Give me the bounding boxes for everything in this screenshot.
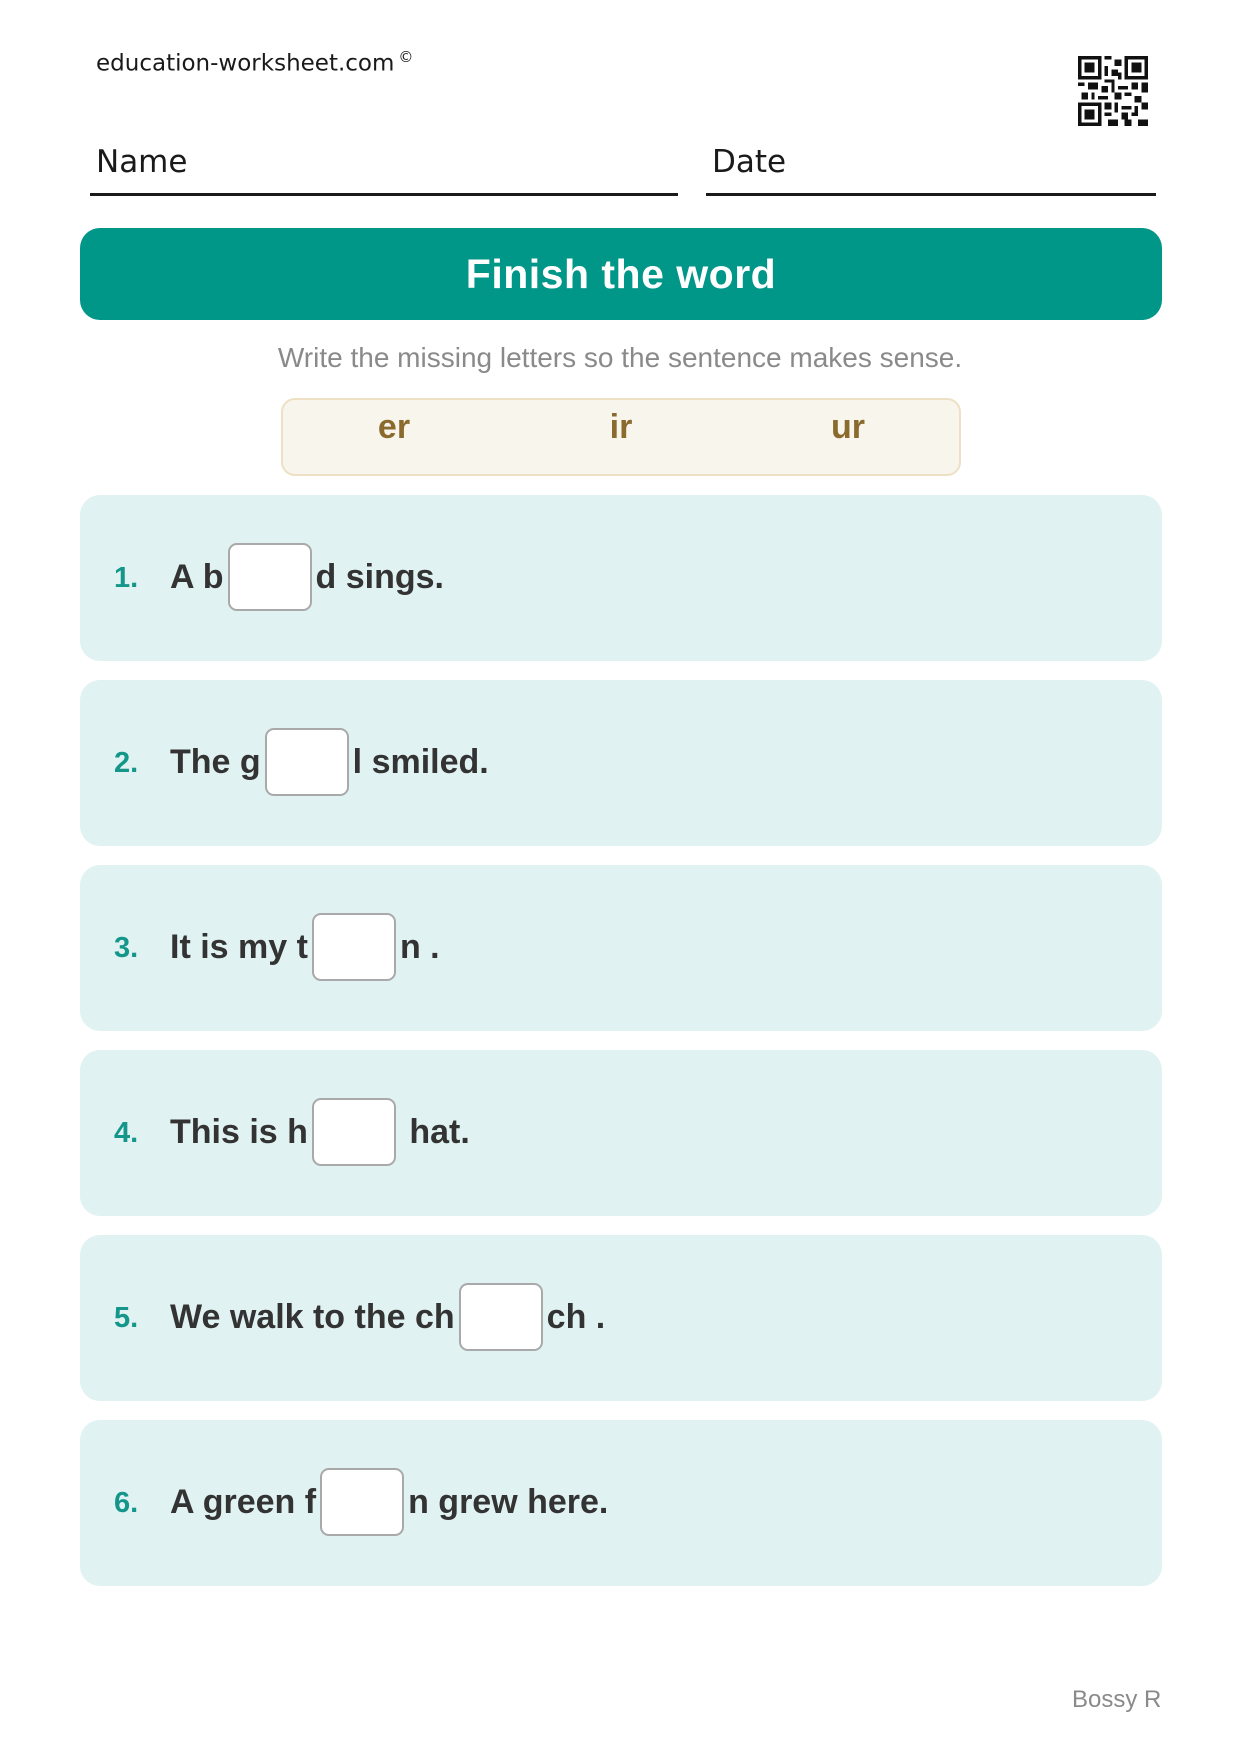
sentence-end: hat.	[399, 1112, 470, 1151]
word-bank-option: er	[377, 408, 411, 446]
sentence-start: A green f	[170, 1482, 317, 1521]
sentence-end: n .	[399, 927, 440, 966]
question-card-1	[80, 495, 1162, 661]
site-name: education-worksheet.com	[96, 50, 395, 77]
qr-code-icon	[1078, 56, 1148, 126]
question-number: 4.	[114, 1117, 139, 1149]
sentence-end: n grew here.	[408, 1482, 609, 1521]
answer-box[interactable]	[228, 543, 312, 611]
word-bank-option: ur	[831, 408, 865, 446]
question-number: 1.	[114, 562, 139, 594]
name-label: Name	[96, 144, 188, 180]
date-label: Date	[712, 144, 787, 180]
date-field[interactable]	[706, 140, 1156, 196]
question-sentence	[170, 1097, 470, 1167]
page-title: Finish the word	[465, 250, 777, 297]
sentence-end: l smiled.	[352, 742, 489, 781]
question-number: 3.	[114, 932, 139, 964]
question-sentence	[170, 727, 489, 797]
answer-box[interactable]	[320, 1468, 404, 1536]
question-sentence	[170, 542, 444, 612]
question-card-2	[80, 680, 1162, 846]
question-card-5	[80, 1235, 1162, 1401]
sentence-start: The g	[170, 742, 261, 781]
question-sentence	[170, 1282, 605, 1352]
sentence-start: This is h	[170, 1112, 308, 1151]
question-number: 6.	[114, 1487, 139, 1519]
answer-box[interactable]	[312, 1098, 396, 1166]
question-number: 2.	[114, 747, 139, 779]
answer-box[interactable]	[265, 728, 349, 796]
question-card-6	[80, 1420, 1162, 1586]
sentence-start: We walk to the ch	[170, 1297, 455, 1336]
word-bank	[281, 398, 961, 476]
instruction-text: Write the missing letters so the sentence makes sense.	[277, 342, 963, 373]
answer-box[interactable]	[312, 913, 396, 981]
title-banner	[80, 228, 1162, 320]
answer-box[interactable]	[459, 1283, 543, 1351]
sentence-end: ch .	[546, 1297, 606, 1336]
footer-label: Bossy R	[1072, 1686, 1162, 1713]
sentence-start: It is my t	[170, 927, 308, 966]
question-number: 5.	[114, 1302, 139, 1334]
question-sentence	[170, 912, 440, 982]
sentence-end: d sings.	[315, 557, 444, 596]
copyright-symbol: ©	[398, 48, 414, 66]
question-sentence	[170, 1467, 608, 1537]
question-card-3	[80, 865, 1162, 1031]
question-card-4	[80, 1050, 1162, 1216]
sentence-start: A b	[170, 557, 224, 596]
word-bank-option: ir	[609, 408, 633, 446]
site-watermark	[96, 48, 413, 77]
name-field[interactable]	[90, 140, 678, 196]
